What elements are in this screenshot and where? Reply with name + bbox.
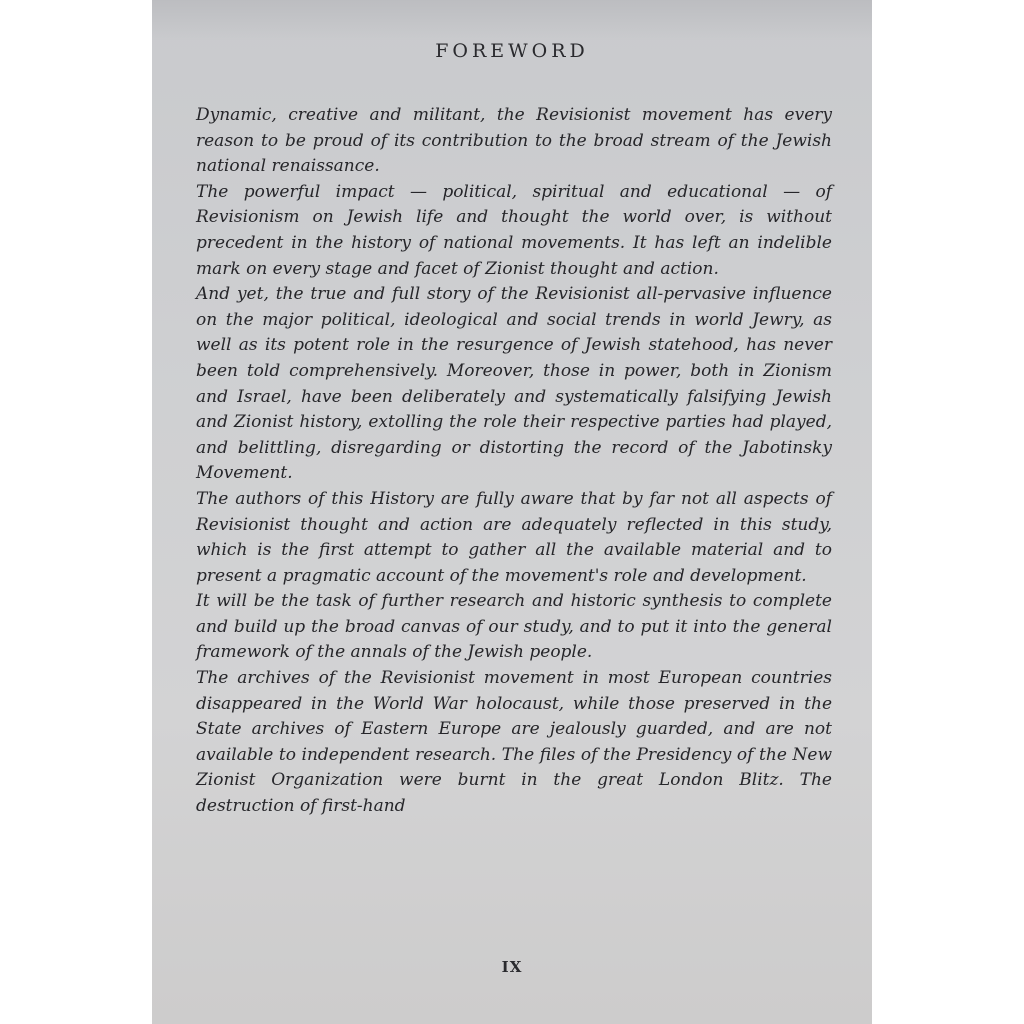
show-through-shadow — [152, 0, 872, 40]
foreword-body — [196, 103, 832, 820]
paragraph-3: And yet, the true and full story of the Revisionist all-pervasive influence on the major political, ideological and social trends in world Jewry, as well as its potent role in the resurgence of Jewish statehood, has never been told comprehensively. Moreover, those in power, both in Zionism and Israel, have been deliberately and systematically falsifying Jewish and Zionist history, extolling the role their respective parties had played, and belittling, disregarding or distorting the record of the Jabotinsky Movement. — [196, 284, 832, 484]
book-page — [152, 0, 872, 1024]
paragraph-4: The authors of this History are fully aware that by far not all aspects of Revisionist thought and action are adequately reflected in this study, which is the first attempt to gather all the available material and to present a pragmatic account of the movement's role and development. — [196, 488, 832, 586]
paragraph-1: Dynamic, creative and militant, the Revisionist movement has every reason to be proud of its contribution to the broad stream of the Jewish national renaissance. — [196, 105, 832, 177]
paragraph-5: It will be the task of further research and historic synthesis to complete and build up the broad canvas of our study, and to put it into the general framework of the annals of the Jewish people. — [196, 591, 832, 663]
page-number: IX — [501, 958, 523, 976]
paragraph-2: The powerful impact — political, spiritual and educational — of Revisionism on Jewish life and thought the world over, is without precedent in the history of national movements. It has left an indelible mark on every stage and facet of Zionist thought and action. — [196, 181, 832, 279]
paragraph-6: The archives of the Revisionist movement in most European countries disappeared in the World War holocaust, while those preserved in the State archives of Eastern Europe are jealously guarded, and are not available to independent research. The files of the Presidency of the New Zionist Organization were burnt in the great London Blitz. The destruction of first-hand — [196, 668, 832, 817]
page-title: FOREWORD — [435, 40, 589, 62]
